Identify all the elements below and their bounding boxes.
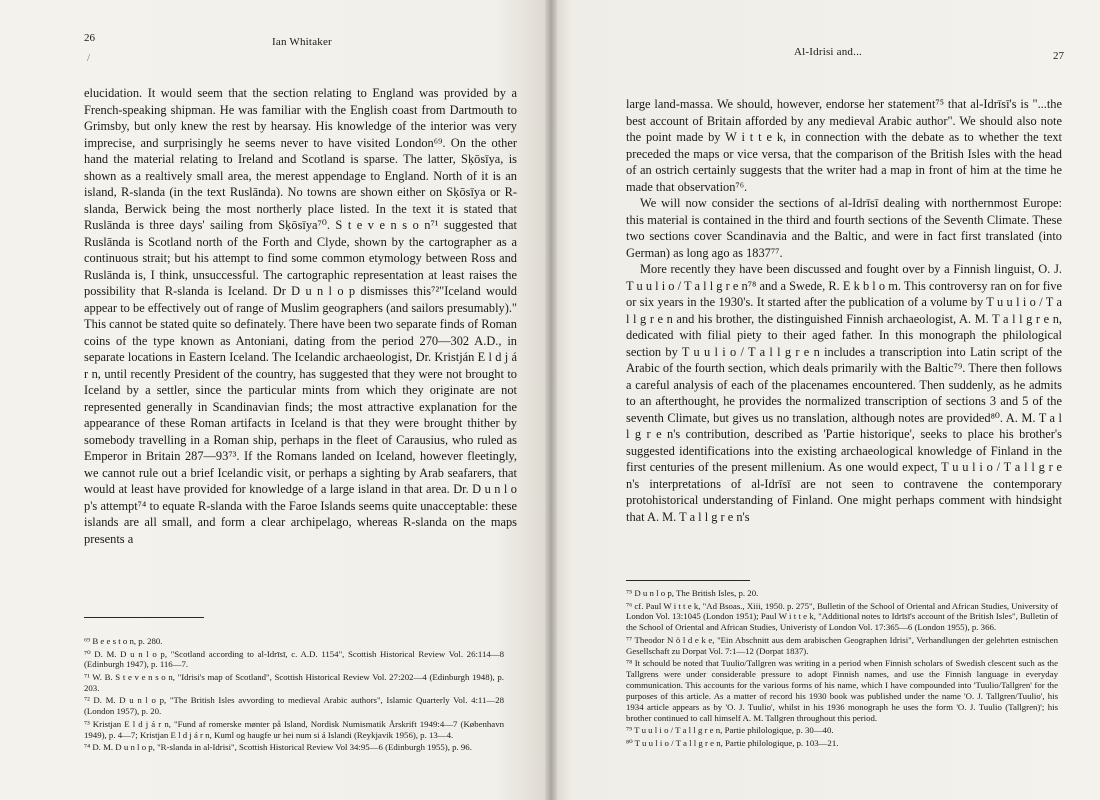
footnote-rule-left <box>84 617 204 618</box>
footnote-73: ⁷³ Kristjan E l d j á r n, "Fund af romerske mønter på Island, Nordisk Numismatik Årskrift 1949:4—7 (København 1949), p. 4—7; Kristjan E l d j á r n, Kuml og haugfe ur hei num si á Islandi (Reykjavik 1956), p. 13—4. <box>84 718 504 740</box>
footnote-74: ⁷⁴ D. M. D u n l o p, "R-slanda in al-Idrisi", Scottish Historical Review Vol 34:95—6 (Edinburgh 1955), p. 96. <box>84 742 472 753</box>
footnote-76: ⁷⁶ cf. Paul W i t t e k, "Ad Bsoas., Xiii, 1950. p. 275", Bulletin of the School of Oriental and African Studies, University of London Vol. 13:1045 (London 1951); Paul W i t t e k, "Additional notes to Idrīsī's account of the British Isles", Bulletin of the School of Oriental and African Studies, Univeristy of London Vol. 17:365—6 (London 1955), p. 366. <box>626 600 1058 633</box>
footnote-69: ⁶⁹ B e e s t o n, p. 280. <box>84 636 163 646</box>
right-paragraph-1: large land-massa. We should, however, endorse her statement⁷⁵ that al-Idrīsī's is "...the best account of Britain afforded by any medieval Arabic author". We should also note the point made by W i t t e k, in connection with the debate as to whether the text preceded the maps or vice versa, that the comparison of the British Isles with the head of an ostrich certainly suggests that the writer had a map in front of him at the time he made that observation⁷⁶. <box>626 97 1062 194</box>
right-body-text <box>626 96 1062 525</box>
footnote-rule-right <box>626 580 750 581</box>
footnote-77: ⁷⁷ Theodor N ö l d e k e, "Ein Abschnitt aus dem arabischen Geographen Idrisi", Verhandlungen der gelehrten estnischen Gesellschaft zu Dorpat Vol. 7:1—12 (Dorpat 1837). <box>626 634 1058 656</box>
stray-mark: / <box>87 52 91 64</box>
right-paragraph-2: We will now consider the sections of al-Idrīsī dealing with northernmost Europe: this material is contained in the third and fourth sections of the Seventh Climate. These two sections cover Scandinavia and the Baltic, and were in fact first translated (into German) as long ago as 1837⁷⁷. <box>626 196 1062 260</box>
footnote-78: ⁷⁸ It schould be noted that Tuulio/Tallgren was writing in a period when Finnish scholars of Swedish clescent such as the Tallgrens were under considerable pressure to adopt Finnish names, and use the Finnish language in everyday communication. This accounts for the various forms of his name, which I have compounded into 'Tuulio/Tallgren' for the purposes of this article. As a matter of record his 1930 book was published under the name 'O. J. Tallgren/Tuulio', his 1934 article appears as by 'O. J. Tuulio', whilst in his 1936 monograph he uses the form 'O. J. Tuulio (Tallgren)'; his brother continued to call himself A. M. Tallgren throughout this period. <box>626 658 1058 723</box>
running-head-left: Ian Whitaker <box>272 36 332 48</box>
page-number-right: 27 <box>1053 50 1064 62</box>
footnote-75: ⁷⁵ D u n l o p, The British Isles, p. 20. <box>626 588 759 598</box>
page-number-left: 26 <box>84 32 95 44</box>
right-footnotes <box>626 588 1058 750</box>
footnote-72: ⁷² D. M. D u n l o p, "The British Isles avvording to medieval Arabic authors", Islamic Quarterly Vol. 4:11—28 (London 1957), p. 20. <box>84 695 504 717</box>
left-body-text <box>84 85 517 547</box>
left-paragraph: elucidation. It would seem that the section relating to England was provided by a French-speaking shipman. He was familiar with the English coast from Dartmouth to Grimsby, but only knew the rest by hearsay. His knowledge of the interior was very imprecise, and surprisingly he seems never to have visited London⁶⁹. On the other hand the material relating to Ireland and Scotland is sparse. The latter, Sḳōsīya, is shown as a realtively small area, the merest appendage to England. North of it is an island, R-slanda (in the text Ruslānda). No towns are shown either on Sḳōsīya or R-slanda, Berwick being the most northerly place listed. In the text it is stated that Ruslānda is three days' sailing from Sḳōsīya⁷⁰. S t e v e n s o n⁷¹ suggested that Ruslānda is Scotland north of the Forth and Clyde, shown by the cartographer as a continuous strait; but his attempt to find some common etymology between Ross and Ruslānda is, I think, unsuccessful. The cartographic representation at least raises the possibility that R-slanda is Iceland. Dr D u n l o p dismisses this⁷²"Iceland would appear to be effectively out of range of Muslim geographers (and sailors presumably)." This cannot be stated quite so definately. There have been two separate finds of Roman coins of the type known as Antoniani, dating from the period 270—302 A.D., in separate locations in Eastern Iceland. The Icelandic archaeologist, Dr. Kristján E l d j á r n, until recently President of the country, has suggested that they were not brought to Iceland by a settler, since the particular mints from which they originate are not represented generally in Scandinavian finds; the most attractive explanation for the appearance of these Roman artifacts in Iceland is that they were brought thither by somebody travelling in a Roman ship, perhaps in the fleet of Carausius, who ruled as Emperor in Britain 287—93⁷³. If the Romans landed on Iceland, however fleetingly, we cannot rule out a brief Icelandic visit, or perhaps a sighting by Arab seafarers, that would at least have provided for knowledge of a large island in that area. Dr. D u n l o p's attempt⁷⁴ to equate R-slanda with the Faroe Islands seems quite unacceptable: these islands are all small, and form a clear archipelago, whereas R-slanda on the maps presents a <box>84 86 517 546</box>
left-footnotes <box>84 636 504 755</box>
footnote-79: ⁷⁹ T u u l i o / T a l l g r e n, Partie philologique, p. 30—40. <box>626 725 834 736</box>
running-head-right: Al-Idrisi and... <box>794 46 862 58</box>
right-paragraph-3: More recently they have been discussed and fought over by a Finnish linguist, O. J. T u u l i o / T a l l g r e n⁷⁸ and a Swede, R. E k b l o m. This controversy ran on for five or six years in the 1930's. It started after the publication of a volume by T u u l i o / T a l l g r e n and his brother, the distinguished Finnish archaeologist, A. M. T a l l g r e n, dedicated with filial piety to their aged father. In this monograph the philological section by T u u l i o / T a l l g r e n includes a transcription into Latin script of the Arabic of the fourth section, which deals primarily with the Baltic⁷⁹. There then follows a careful analysis of each of the placenames encountered. Then suddenly, as he admits to an afterthought, he provides the normalized transcription of sections 3 and 5 of the seventh Climate, but gives us no translation, although notes are provided⁸⁰. A. M. T a l l g r e n's contribution, described as 'Partie historique', seeks to place his brother's suggested identifications into the existing archaeological knowledge of Finland in the first centuries of the present millenium. As one would expect, T u u l i o / T a l l g r e n's interpretations of al-Idrīsī are not seen to contravene the contemporary protohistorical understanding of Finland. One might perhaps comment with hindsight that A. M. T a l l g r e n's <box>626 262 1062 524</box>
footnote-71: ⁷¹ W. B. S t e v e n s o n, "Idrisi's map of Scotland", Scottish Historical Review Vol. 27:202—4 (Edinburgh 1948), p. 203. <box>84 671 504 693</box>
book-gutter <box>545 0 557 800</box>
right-page <box>550 0 1100 800</box>
footnote-70: ⁷⁰ D. M. D u n l o p, "Scotland according to al-Idrīsī, c. A.D. 1154", Scottish Historical Review Vol. 26:114—8 (Edinburgh 1947), p. 116—7. <box>84 648 504 670</box>
footnote-80: ⁸⁰ T u u l i o / T a l l g r e n, Partie philologique, p. 103—21. <box>626 737 839 748</box>
